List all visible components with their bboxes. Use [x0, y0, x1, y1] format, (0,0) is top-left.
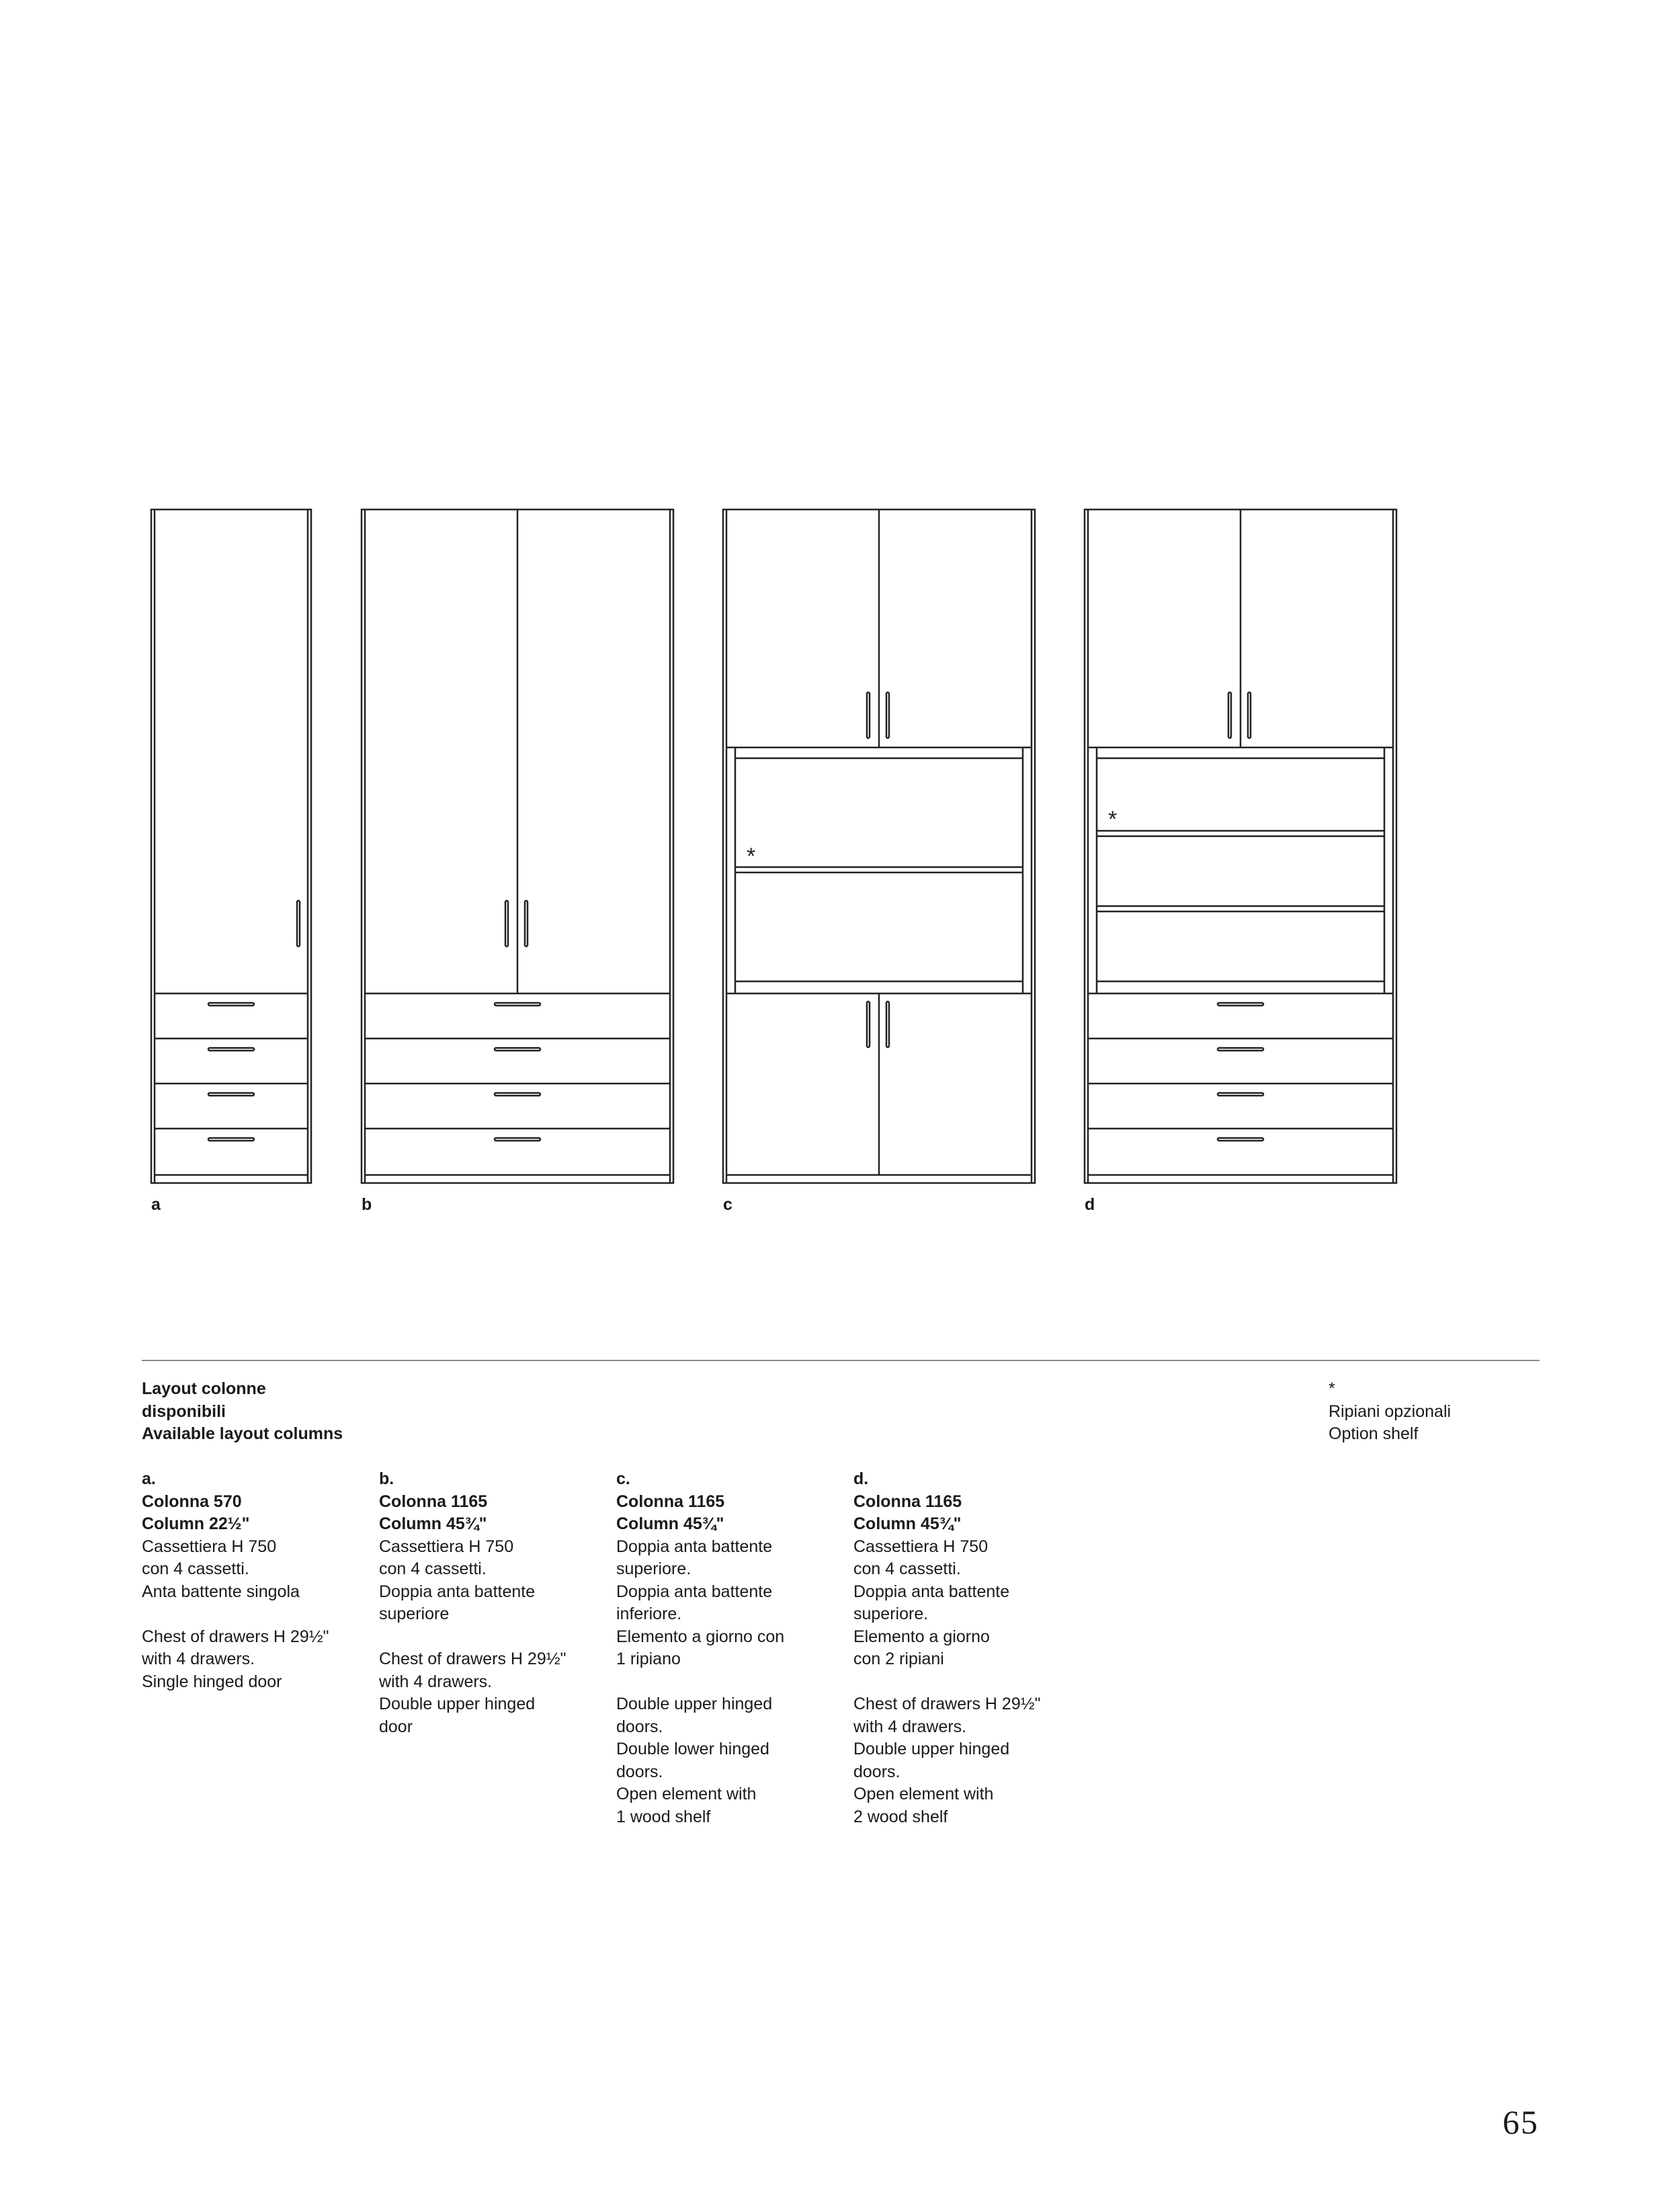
- door-handle: [525, 901, 528, 946]
- column-name-en: Column 45¾": [616, 1514, 724, 1533]
- description-line: Chest of drawers H 29½": [853, 1695, 1041, 1713]
- description-line: Double lower hinged: [616, 1740, 769, 1758]
- description-line: inferiore.: [616, 1604, 682, 1623]
- door-handle: [1228, 692, 1231, 738]
- description-line: con 2 ripiani: [853, 1650, 944, 1668]
- description-line: con 4 cassetti.: [853, 1559, 961, 1578]
- description-line: 1 ripiano: [616, 1650, 681, 1668]
- door-handle: [867, 692, 870, 738]
- description-line: Doppia anta battente: [616, 1537, 773, 1556]
- heading-line-2: disponibili: [142, 1401, 226, 1421]
- layout-b-drawing: [362, 510, 673, 1183]
- description-line: Anta battente singola: [142, 1582, 300, 1601]
- description-line: Chest of drawers H 29½": [379, 1650, 566, 1668]
- column-description-b: [379, 1468, 566, 1738]
- column-letter: a.: [142, 1469, 156, 1488]
- description-line: [379, 1626, 566, 1649]
- description-line: Double upper hinged: [853, 1740, 1010, 1758]
- heading-line-3: Available layout columns: [142, 1424, 343, 1443]
- column-name-en: Column 45¾": [853, 1514, 962, 1533]
- description-line: 1 wood shelf: [616, 1807, 711, 1826]
- column-letter: b.: [379, 1469, 394, 1488]
- column-description-a: [142, 1468, 329, 1693]
- footnote-line-2: Option shelf: [1329, 1424, 1419, 1443]
- drawer-handle: [1218, 1048, 1263, 1051]
- description-line: con 4 cassetti.: [379, 1559, 487, 1578]
- description-line: Doppia anta battente: [853, 1582, 1010, 1601]
- door-handle: [505, 901, 508, 946]
- figure-label-b: b: [362, 1195, 372, 1214]
- description-line: [853, 1671, 1040, 1694]
- description-line: [142, 1603, 329, 1626]
- optional-shelf-marker-d: *: [1108, 807, 1118, 832]
- drawer-handle: [1218, 1093, 1263, 1096]
- description-line: doors.: [616, 1762, 663, 1781]
- column-name-it: Colonna 1165: [379, 1492, 488, 1511]
- description-line: Doppia anta battente: [616, 1582, 773, 1601]
- heading-line-1: Layout colonne: [142, 1379, 266, 1398]
- description-line: Cassettiera H 750: [853, 1537, 989, 1556]
- column-letter: d.: [853, 1469, 869, 1488]
- description-line: with 4 drawers.: [853, 1717, 967, 1736]
- column-description-c: [616, 1468, 784, 1828]
- description-line: Open element with: [853, 1785, 994, 1803]
- drawer-handle: [1218, 1003, 1263, 1006]
- description-line: Elemento a giorno: [853, 1627, 990, 1646]
- drawer-handle: [1218, 1138, 1263, 1141]
- description-line: [616, 1671, 784, 1694]
- description-line: doors.: [853, 1762, 900, 1781]
- drawer-handle: [495, 1138, 540, 1141]
- column-name-it: Colonna 1165: [616, 1492, 725, 1511]
- description-line: with 4 drawers.: [379, 1672, 493, 1691]
- door-handle: [297, 901, 300, 946]
- door-handle: [1248, 692, 1251, 738]
- description-line: doors.: [616, 1717, 663, 1736]
- column-name-en: Column 45¾": [379, 1514, 487, 1533]
- figure-label-d: d: [1085, 1195, 1095, 1214]
- description-line: Double upper hinged: [616, 1695, 773, 1713]
- description-line: 2 wood shelf: [853, 1807, 948, 1826]
- layout-d-drawing: [1085, 510, 1396, 1183]
- door-handle: [886, 1002, 889, 1047]
- drawer-handle: [208, 1093, 254, 1096]
- footnote: [1329, 1378, 1451, 1446]
- footnote-line-1: Ripiani opzionali: [1329, 1401, 1452, 1421]
- description-line: Open element with: [616, 1785, 757, 1803]
- column-name-it: Colonna 1165: [853, 1492, 962, 1511]
- drawer-handle: [495, 1003, 540, 1006]
- drawer-handle: [495, 1048, 540, 1051]
- description-line: superiore: [379, 1604, 450, 1623]
- description-line: Cassettiera H 750: [379, 1537, 514, 1556]
- drawer-handle: [208, 1003, 254, 1006]
- layout-a-drawing: [151, 510, 311, 1183]
- column-name-it: Colonna 570: [142, 1492, 242, 1511]
- description-line: Cassettiera H 750: [142, 1537, 277, 1556]
- optional-shelf-marker-c: *: [747, 844, 756, 869]
- description-line: Double upper hinged: [379, 1695, 536, 1713]
- door-handle: [886, 692, 889, 738]
- description-line: con 4 cassetti.: [142, 1559, 249, 1578]
- description-line: Single hinged door: [142, 1672, 282, 1691]
- description-line: Doppia anta battente: [379, 1582, 536, 1601]
- column-name-en: Column 22½": [142, 1514, 250, 1533]
- description-line: with 4 drawers.: [142, 1650, 255, 1668]
- figure-label-a: a: [151, 1195, 161, 1214]
- section-divider: [142, 1360, 1540, 1361]
- description-line: superiore.: [853, 1604, 929, 1623]
- column-description-d: [853, 1468, 1040, 1828]
- description-line: Elemento a giorno con: [616, 1627, 785, 1646]
- layout-heading: [142, 1378, 343, 1446]
- layout-c-drawing: [723, 510, 1035, 1183]
- page-number: 65: [1503, 2103, 1539, 2141]
- footnote-marker: *: [1329, 1379, 1335, 1398]
- drawer-handle: [495, 1093, 540, 1096]
- door-handle: [867, 1002, 870, 1047]
- drawer-handle: [208, 1138, 254, 1141]
- description-line: superiore.: [616, 1559, 691, 1578]
- column-letter: c.: [616, 1469, 630, 1488]
- figure-label-c: c: [723, 1195, 732, 1214]
- description-line: door: [379, 1717, 413, 1736]
- description-line: Chest of drawers H 29½": [142, 1627, 329, 1646]
- drawer-handle: [208, 1048, 254, 1051]
